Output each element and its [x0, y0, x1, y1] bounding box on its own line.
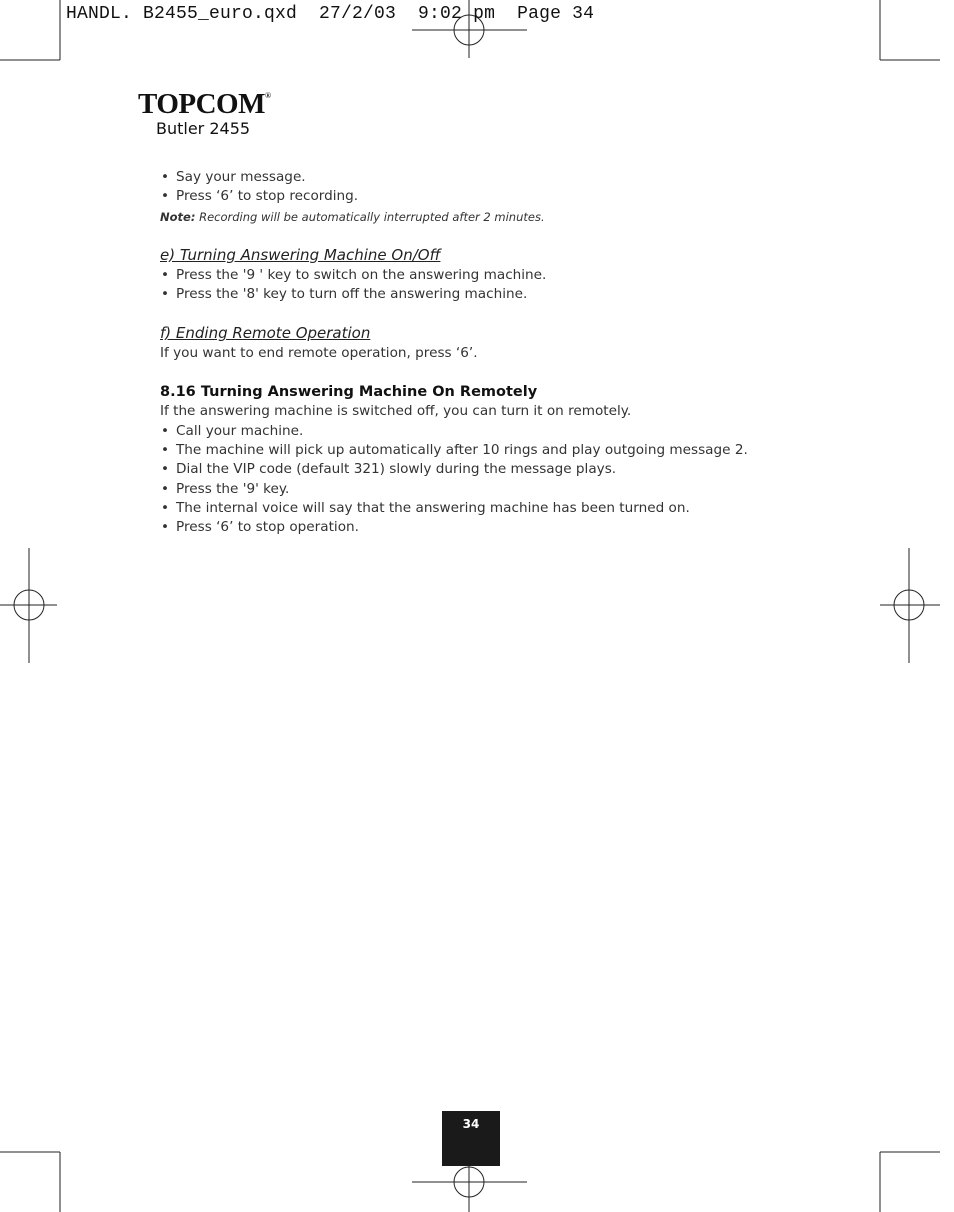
list-item: • Press ‘6’ to stop operation. — [160, 518, 800, 537]
list-item: • Say your message. — [160, 168, 800, 187]
logo-text: TOPCOM — [138, 88, 265, 120]
registration-mark — [0, 548, 57, 663]
list-item: • Dial the VIP code (default 321) slowly during the message plays. — [160, 460, 800, 479]
paragraph: If the answering machine is switched off, you can turn it on remotely. — [160, 403, 632, 420]
heading-section-8-16: 8.16 Turning Answering Machine On Remotely — [160, 384, 538, 401]
list-item: • Call your machine. — [160, 422, 800, 441]
note-text: Recording will be automatically interrupted after 2 minutes. — [199, 209, 545, 224]
list-item: • Press ‘6’ to stop recording. — [160, 187, 800, 206]
heading-section-e: e) Turning Answering Machine On/Off — [160, 245, 441, 264]
list-item: • Press the '9 ' key to switch on the answering machine. — [160, 266, 800, 285]
print-slug: HANDL. B2455_euro.qxd 27/2/03 9:02 pm Page 34 — [66, 4, 595, 24]
paragraph: If you want to end remote operation, press ‘6’. — [160, 345, 478, 362]
page-content — [160, 168, 800, 538]
list-item: • The machine will pick up automatically after 10 rings and play outgoing message 2. — [160, 441, 800, 460]
page-number: 34 — [462, 1117, 480, 1131]
model-name: Butler 2455 — [156, 119, 251, 138]
note-label: Note: — [160, 209, 196, 224]
heading-section-f: f) Ending Remote Operation — [160, 324, 371, 343]
list-item: • The internal voice will say that the answering machine has been turned on. — [160, 499, 800, 518]
page-number-box — [442, 1111, 500, 1166]
topcom-logo: TOPCOM® — [138, 88, 271, 120]
note — [160, 209, 800, 225]
list-item: • Press the '9' key. — [160, 480, 800, 499]
list-item: • Press the '8' key to turn off the answering machine. — [160, 285, 800, 304]
registration-mark — [880, 548, 940, 663]
